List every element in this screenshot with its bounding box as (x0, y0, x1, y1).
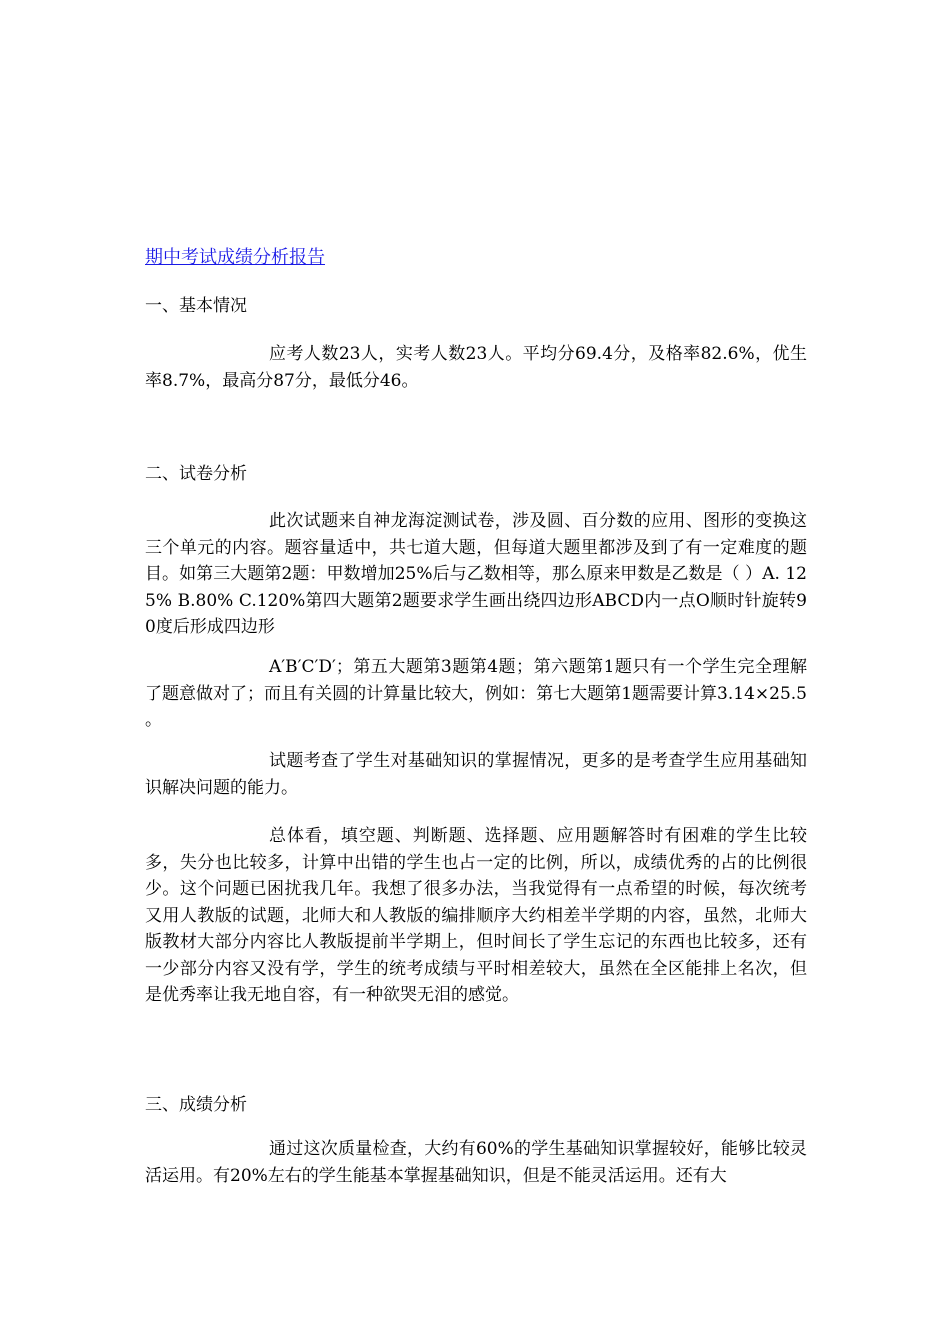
paragraph-paper-analysis-1: 此次试题来自神龙海淀测试卷，涉及圆、百分数的应用、图形的变换这三个单元的内容。题容量适中，共七道大题，但每道大题里都涉及到了有一定难度的题目。如第三大题第2题：甲数增加25%后与乙数相等，那么原来甲数是乙数是（ ）A. 125% B.80% C.120%第四大题第2题要求学生画出绕四边形ABCD内一点O顺时针旋转90度后形成四边形 (145, 511, 807, 637)
section-heading-basic-info: 一、基本情况 (145, 296, 247, 316)
section-heading-paper-analysis: 二、试卷分析 (145, 464, 247, 484)
document-title-link[interactable]: 期中考试成绩分析报告 (145, 247, 325, 268)
paragraph-paper-analysis-3: 试题考查了学生对基础知识的掌握情况，更多的是考查学生应用基础知识解决问题的能力。 (145, 751, 807, 798)
paragraph-basic-info: 应考人数23人，实考人数23人。平均分69.4分，及格率82.6%，优生率8.7%，最高分87分，最低分46。 (145, 344, 807, 391)
section-heading-score-analysis: 三、成绩分析 (145, 1095, 247, 1115)
paragraph-paper-analysis-4: 总体看，填空题、判断题、选择题、应用题解答时有困难的学生比较多，失分也比较多，计算中出错的学生也占一定的比例，所以，成绩优秀的占的比例很少。这个问题已困扰我几年。我想了很多办法，当我觉得有一点希望的时候，每次统考又用人教版的试题，北师大和人教版的编排顺序大约相差半学期的内容，虽然，北师大版教材大部分内容比人教版提前半学期上，但时间长了学生忘记的东西也比较多，还有一少部分内容又没有学，学生的统考成绩与平时相差较大，虽然在全区能排上名次，但是优秀率让我无地自容，有一种欲哭无泪的感觉。 (145, 826, 807, 1005)
paragraph-paper-analysis-2: A′B′C′D′；第五大题第3题第4题；第六题第1题只有一个学生完全理解了题意做对了；而且有关圆的计算量比较大，例如：第七大题第1题需要计算3.14×25.5 。 (145, 657, 807, 730)
paragraph-score-analysis: 通过这次质量检查，大约有60%的学生基础知识掌握较好，能够比较灵活运用。有20%左右的学生能基本掌握基础知识，但是不能灵活运用。还有大 (145, 1139, 807, 1186)
